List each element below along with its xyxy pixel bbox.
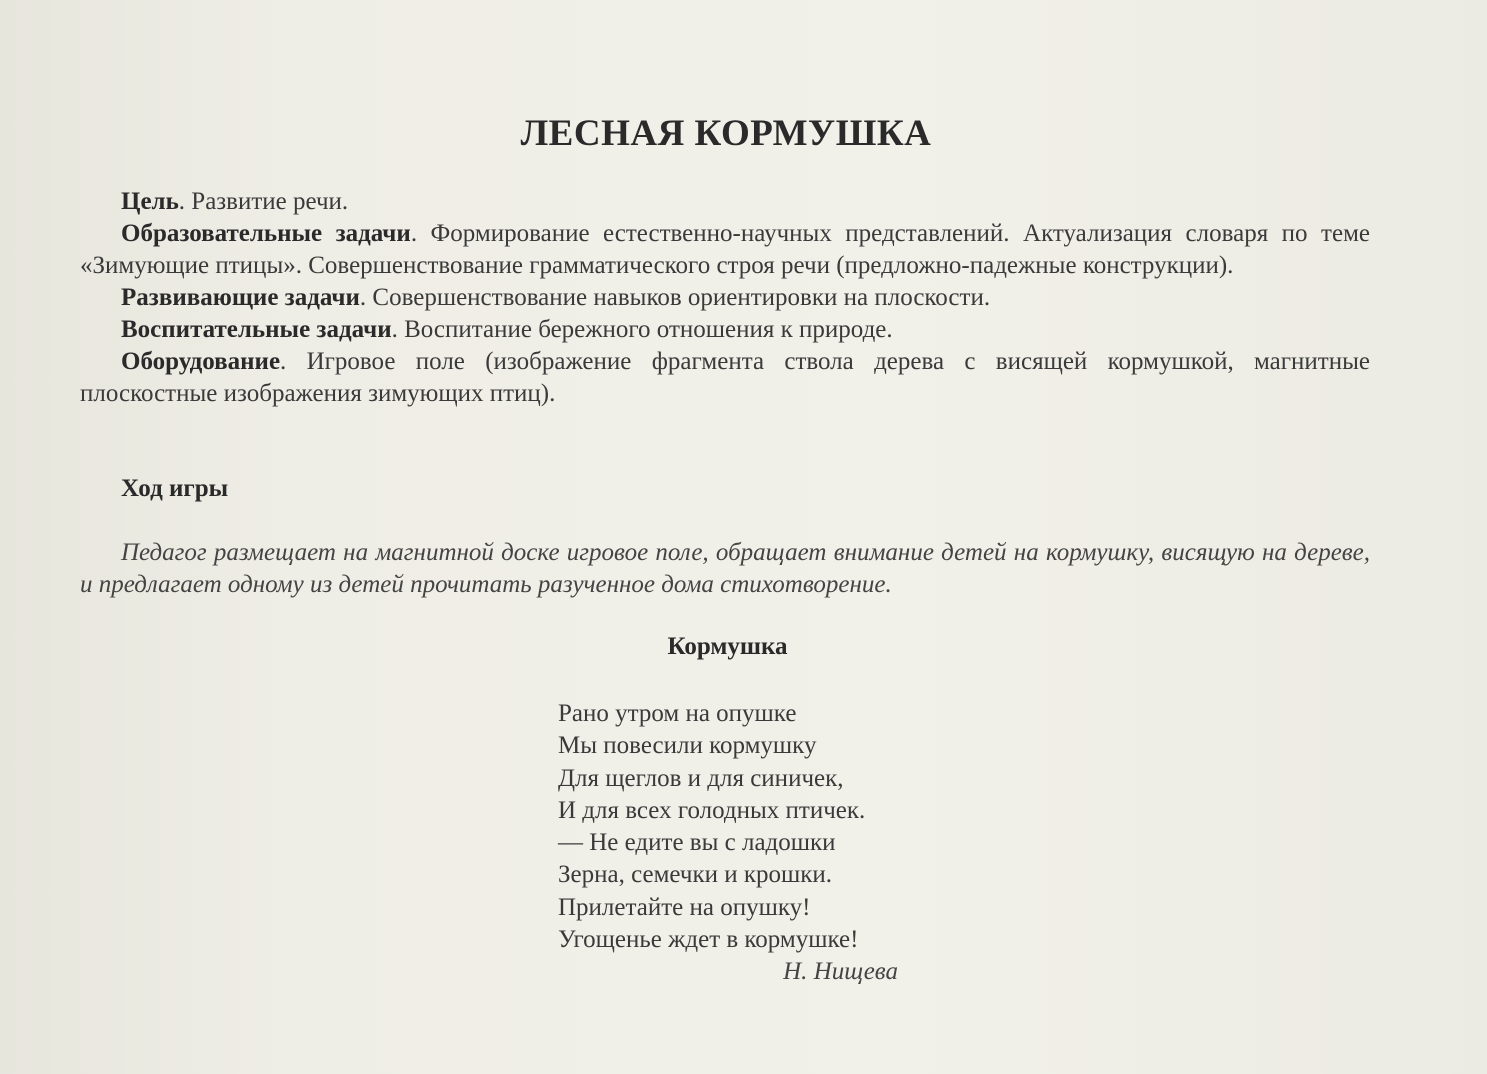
educational-text: . Формирование естественно-научных представлений. Актуализация словаря по теме «Зимующие птицы». Совершенствование грамматического строя речи (предложно-падежные конструкции). xyxy=(80,220,1370,279)
instruction-block xyxy=(80,537,1370,601)
poem-line: Угощенье ждет в кормушке! xyxy=(558,926,859,954)
poem-line: — Не едите вы с ладошки xyxy=(558,829,836,857)
poem-line: Зерна, семечки и крошки. xyxy=(558,861,833,889)
equipment-paragraph xyxy=(80,346,1370,410)
educational-label: Образовательные задачи xyxy=(121,220,411,247)
upbringing-paragraph xyxy=(80,314,1370,346)
page-title: ЛЕСНАЯ КОРМУШКА xyxy=(520,113,932,154)
developmental-text: . Совершенствование навыков ориентировки на плоскости. xyxy=(359,284,991,311)
poem-line: И для всех голодных птичек. xyxy=(558,796,866,824)
developmental-paragraph xyxy=(80,282,1370,314)
poem-line: Мы повесили кормушку xyxy=(558,732,817,760)
game-course-heading: Ход игры xyxy=(121,475,229,502)
equipment-text: . Игровое поле (изображение фрагмента ствола дерева с висящей кормушкой, магнитные плоскостные изображения зимующих птиц). xyxy=(80,348,1370,407)
instruction-text: Педагог размещает на магнитной доске игровое поле, обращает внимание детей на кормушку, висящую на дереве, и предлагает одному из детей прочитать разученное дома стихотворение. xyxy=(80,539,1370,598)
goal-label: Цель xyxy=(121,188,179,215)
goal-text: . Развитие речи. xyxy=(178,188,349,215)
educational-paragraph xyxy=(80,218,1370,282)
poem-line: Прилетайте на опушку! xyxy=(558,893,811,921)
poem-author: Н. Нищева xyxy=(783,958,898,986)
poem-line: Рано утром на опушке xyxy=(558,700,797,727)
goal-paragraph xyxy=(80,186,1370,218)
upbringing-text: . Воспитание бережного отношения к природе. xyxy=(391,316,893,343)
poem xyxy=(558,698,898,989)
equipment-label: Оборудование xyxy=(121,348,281,375)
poem-title: Кормушка xyxy=(667,633,788,660)
objectives-block xyxy=(80,186,1370,410)
upbringing-label: Воспитательные задачи xyxy=(121,316,392,343)
poem-line: Для щеглов и для синичек, xyxy=(558,764,844,792)
developmental-label: Развивающие задачи xyxy=(121,284,360,311)
